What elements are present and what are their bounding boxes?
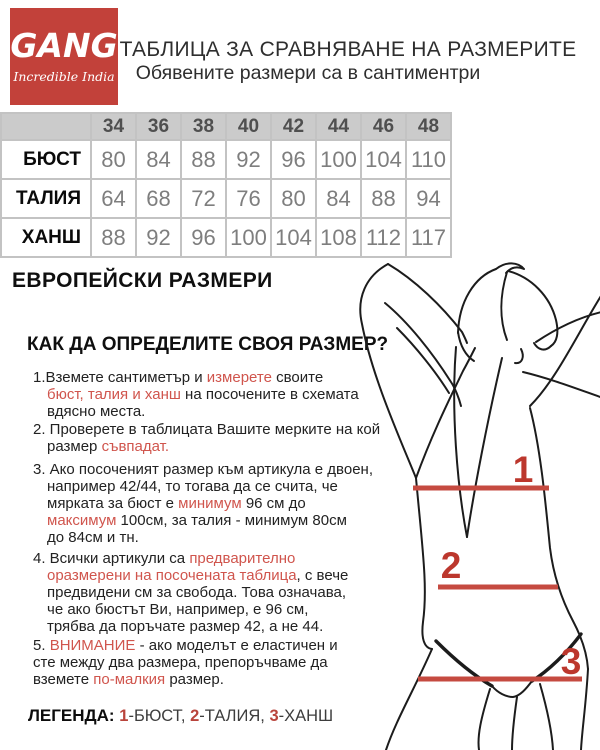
size-table-header-row: [1, 113, 451, 140]
instruction-item: [33, 421, 380, 455]
left-arm-fold-1: [385, 303, 461, 406]
instruction-item: [33, 550, 348, 635]
size-header-cell: 48: [406, 113, 451, 140]
instruction-line: [33, 584, 348, 601]
highlighted-text: по-малкия: [93, 671, 166, 688]
left-arm-inner: [416, 348, 475, 478]
plain-text: сте между два размера, препоръчваме да: [33, 654, 328, 671]
size-header-cell: 38: [181, 113, 226, 140]
page-title: ТАБЛИЦА ЗА СРАВНЯВАНЕ НА РАЗМЕРИТЕ: [119, 38, 577, 61]
right-leg-outer: [581, 669, 588, 750]
instruction-line: [33, 461, 373, 478]
hair-left-outline: [458, 269, 496, 333]
highlighted-text: оразмерени на посочената таблица: [47, 567, 297, 584]
size-value-cell: 84: [136, 140, 181, 179]
size-value-cell: 92: [226, 140, 271, 179]
size-table: [0, 112, 452, 258]
highlighted-text: бюст, талия и ханш: [47, 386, 181, 403]
plain-text: например 42/44, то тогава да се счита, че: [47, 478, 338, 495]
plain-text: размер: [47, 438, 102, 455]
instruction-line: [33, 654, 338, 671]
brand-tagline: Incredible India: [13, 69, 115, 84]
hip-marker-label: 3: [560, 641, 582, 682]
chin-curve: [515, 349, 523, 363]
highlighted-text: измерете: [206, 369, 272, 386]
size-value-cell: 84: [316, 179, 361, 218]
bikini-bottom-seam: [492, 681, 532, 697]
size-table-row: [1, 140, 451, 179]
size-header-cell: 34: [91, 113, 136, 140]
instruction-line: [33, 369, 359, 386]
size-value-cell: 104: [361, 140, 406, 179]
legend-plain: -ХАНШ: [278, 707, 334, 725]
instruction-line: [33, 495, 373, 512]
legend-label: ЛЕГЕНДА:: [28, 706, 120, 725]
size-value-cell: 80: [271, 179, 316, 218]
size-header-cell: 36: [136, 113, 181, 140]
right-arm-cross: [530, 288, 600, 406]
measure-label-cell: БЮСТ: [1, 140, 91, 179]
bust-marker-label: 1: [512, 449, 534, 490]
face-line: [501, 272, 507, 340]
size-value-cell: 110: [406, 140, 451, 179]
brand-name: GANG: [10, 26, 118, 65]
highlighted-text: съвпадат.: [101, 438, 170, 455]
plain-text: мярката за бюст е: [47, 495, 179, 512]
size-table-body: [1, 140, 451, 257]
size-value-cell: 76: [226, 179, 271, 218]
right-thigh-inner: [512, 697, 517, 750]
size-value-cell: 88: [181, 140, 226, 179]
torso-right-outline: [530, 408, 588, 669]
size-value-cell: 88: [361, 179, 406, 218]
size-value-cell: 92: [136, 218, 181, 257]
left-leg-outer: [386, 649, 432, 750]
legend: [28, 706, 333, 726]
instruction-line: [33, 550, 348, 567]
instruction-line: [33, 637, 338, 654]
instruction-line: [33, 421, 380, 438]
size-value-cell: 72: [181, 179, 226, 218]
size-header-cell: 42: [271, 113, 316, 140]
plain-text: 4. Всички артикули са: [33, 550, 190, 567]
instruction-line: [33, 671, 338, 688]
plain-text: предвидени см за свобода. Това означава,: [47, 584, 347, 601]
size-value-cell: 100: [226, 218, 271, 257]
size-value-cell: 68: [136, 179, 181, 218]
right-arm-under: [523, 372, 600, 399]
head-right-outline: [508, 271, 557, 346]
plain-text: , с вече: [296, 567, 349, 584]
plain-text: до 84см и тн.: [47, 529, 139, 546]
plain-text: че ако бюстът Ви, например, е 96 см,: [47, 601, 309, 618]
plain-text: 2. Проверете в таблицата Вашите мерките на кой: [33, 421, 381, 438]
instruction-line: [33, 438, 380, 455]
body-measurement-figure: [360, 250, 600, 750]
legend-num: 2: [190, 707, 200, 725]
size-value-cell: 96: [271, 140, 316, 179]
instruction-item: [33, 461, 373, 546]
plain-text: своите: [271, 369, 324, 386]
european-sizes-heading: ЕВРОПЕЙСКИ РАЗМЕРИ: [12, 269, 273, 292]
highlighted-text: минимум: [178, 495, 242, 512]
instruction-line: [33, 567, 348, 584]
right-leg-inner: [540, 684, 553, 750]
size-value-cell: 104: [271, 218, 316, 257]
plain-text: 3. Ако посоченият размер към артикула е двоен,: [33, 461, 373, 478]
legend-plain: -БЮСТ,: [128, 707, 191, 725]
size-value-cell: 112: [361, 218, 406, 257]
instruction-line: [33, 478, 373, 495]
instruction-line: [33, 386, 359, 403]
size-table-row: [1, 179, 451, 218]
measure-label-cell: ТАЛИЯ: [1, 179, 91, 218]
plain-text: размер.: [165, 671, 224, 688]
plain-text: вдясно места.: [47, 403, 146, 420]
instruction-item: [33, 369, 359, 420]
legend-num: 1: [119, 707, 129, 725]
jaw-curve: [534, 343, 551, 350]
measurement-lines: [413, 449, 582, 682]
size-value-cell: 88: [91, 218, 136, 257]
size-value-cell: 108: [316, 218, 361, 257]
size-table-corner-cell: [1, 113, 91, 140]
size-value-cell: 100: [316, 140, 361, 179]
size-value-cell: 80: [91, 140, 136, 179]
instruction-line: [33, 601, 348, 618]
instruction-item: [33, 637, 338, 688]
plain-text: - ако моделът е еластичен и: [135, 637, 338, 654]
size-header-cell: 44: [316, 113, 361, 140]
instruction-line: [33, 403, 359, 420]
plain-text: 100см, за талия - минимум 80см: [116, 512, 347, 529]
left-arm-outer: [360, 264, 416, 478]
highlighted-text: ВНИМАНИЕ: [49, 637, 136, 654]
size-value-cell: 94: [406, 179, 451, 218]
size-header-cell: 46: [361, 113, 406, 140]
size-value-cell: 96: [181, 218, 226, 257]
legend-plain: -ТАЛИЯ,: [199, 707, 270, 725]
plain-text: на посочените в схемата: [180, 386, 359, 403]
highlighted-text: предварително: [189, 550, 296, 567]
hair-back-right: [467, 358, 502, 537]
plain-text: 5.: [33, 637, 50, 654]
page-subtitle: Обявените размери са в сантиментри: [135, 62, 481, 84]
instruction-line: [33, 529, 373, 546]
legend-num: 3: [269, 707, 279, 725]
instruction-line: [33, 618, 348, 635]
waist-marker-label: 2: [440, 545, 462, 586]
highlighted-text: максимум: [47, 512, 117, 529]
plain-text: трябва да поръчате размер 42, а не 44.: [47, 618, 324, 635]
how-to-heading: КАК ДА ОПРЕДЕЛИТЕ СВОЯ РАЗМЕР?: [27, 334, 389, 355]
left-thigh-inner: [478, 689, 490, 750]
left-arm-fold-2: [397, 328, 449, 393]
measure-label-cell: ХАНШ: [1, 218, 91, 257]
brand-logo: [10, 8, 118, 105]
plain-text: вземете: [33, 671, 94, 688]
instruction-line: [33, 512, 373, 529]
plain-text: 1.Вземете сантиметър и: [33, 369, 207, 386]
size-value-cell: 117: [406, 218, 451, 257]
size-header-cell: 40: [226, 113, 271, 140]
torso-left-outline: [416, 478, 432, 649]
size-value-cell: 64: [91, 179, 136, 218]
plain-text: 96 см до: [241, 495, 306, 512]
